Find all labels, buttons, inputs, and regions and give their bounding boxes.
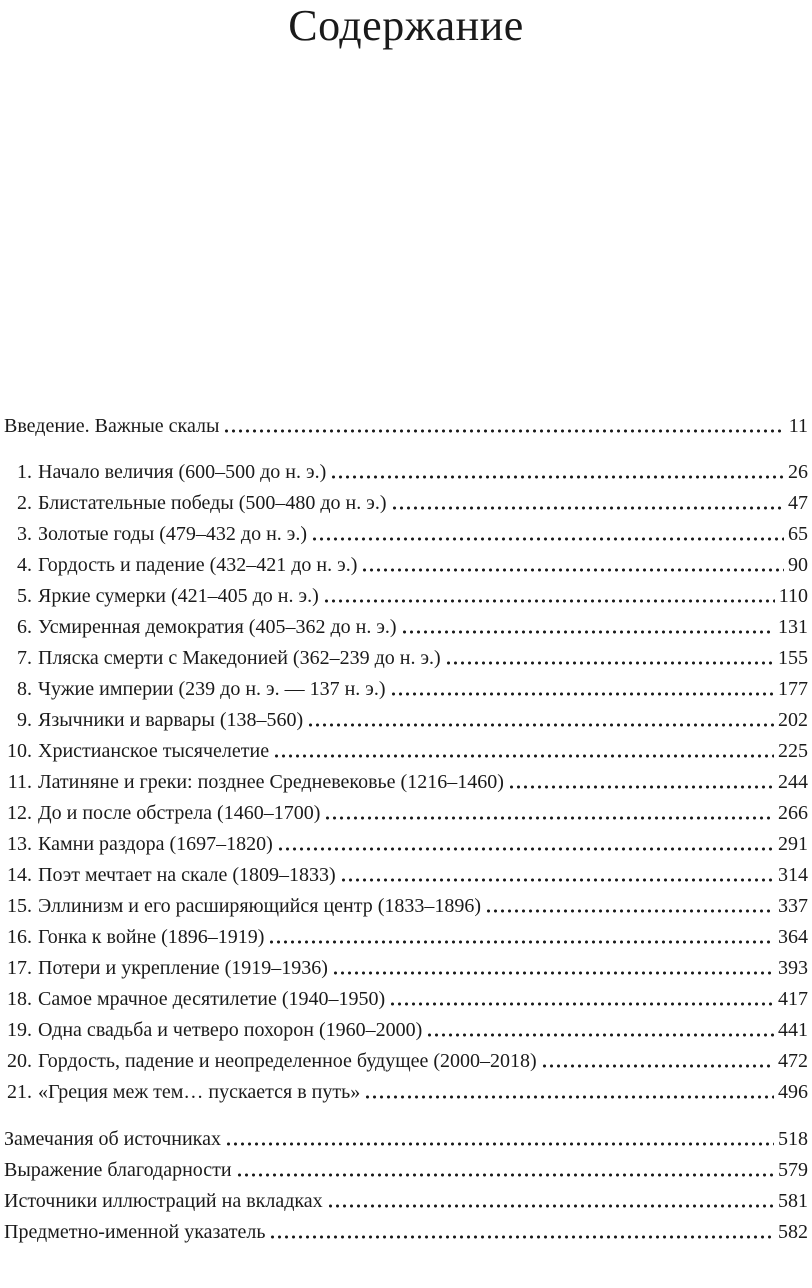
dot-leader xyxy=(307,723,774,727)
dot-leader xyxy=(485,909,774,913)
toc-entry-number: 18. xyxy=(7,988,32,1010)
dot-leader xyxy=(508,785,774,789)
dot-leader xyxy=(330,475,784,479)
dot-leader xyxy=(389,1002,774,1006)
toc-entry-number: 21. xyxy=(7,1081,32,1103)
toc-entry-label: Предметно-именной указатель xyxy=(4,1221,266,1243)
toc-entry-number: 4. xyxy=(17,554,32,576)
toc-entry-back-matter xyxy=(4,1183,808,1213)
toc-entry-chapter xyxy=(4,950,808,980)
toc-entry-label: Латиняне и греки: позднее Средневековье (1216–1460) xyxy=(38,771,504,793)
toc-entry-page: 26 xyxy=(788,461,808,483)
toc-entry-page: 579 xyxy=(778,1159,808,1181)
toc-entry-label: Пляска смерти с Македонией (362–239 до н. э.) xyxy=(38,647,441,669)
toc-entry-chapter xyxy=(4,733,808,763)
toc-entry-back-matter xyxy=(4,1121,808,1151)
dot-leader xyxy=(323,599,775,603)
dot-leader xyxy=(364,1095,774,1099)
toc-entry-label: Христианское тысячелетие xyxy=(38,740,270,762)
toc-entry-chapter xyxy=(4,454,808,484)
toc-entry-chapter xyxy=(4,1043,808,1073)
toc-entry-page: 266 xyxy=(778,802,808,824)
toc-entry-number: 1. xyxy=(17,461,32,483)
toc-entry-page: 110 xyxy=(778,585,808,607)
toc-entry-back-matter xyxy=(4,1152,808,1182)
toc-entry-chapter xyxy=(4,516,808,546)
toc-entry-chapter xyxy=(4,981,808,1011)
toc-entry-label: Гонка к войне (1896–1919) xyxy=(38,926,265,948)
toc-entry-chapter xyxy=(4,1012,808,1042)
toc-entry-label: Поэт мечтает на скале (1809–1833) xyxy=(38,864,336,886)
toc-entry-page: 47 xyxy=(788,492,808,514)
toc-entry-number: 3. xyxy=(17,523,32,545)
toc-entry-label: Язычники и варвары (138–560) xyxy=(38,709,304,731)
toc-entry-label: Яркие сумерки (421–405 до н. э.) xyxy=(38,585,319,607)
toc-entry-chapter xyxy=(4,826,808,856)
toc-entry-chapter xyxy=(4,857,808,887)
toc-entry-number: 6. xyxy=(17,616,32,638)
toc-entry-chapter xyxy=(4,888,808,918)
toc-entry-chapter xyxy=(4,671,808,701)
toc-entry-chapter xyxy=(4,795,808,825)
toc-entry-page: 582 xyxy=(778,1221,808,1243)
dot-leader xyxy=(225,1142,774,1146)
toc-entry-chapter xyxy=(4,578,808,608)
toc-entry-page: 496 xyxy=(778,1081,808,1103)
toc-entry-page: 393 xyxy=(778,957,808,979)
toc-entry-label: Введение. Важные скалы xyxy=(4,415,220,437)
toc-entry-chapter xyxy=(4,919,808,949)
toc-entry-page: 131 xyxy=(778,616,808,638)
toc-entry-number: 10. xyxy=(7,740,32,762)
toc-entry-number: 20. xyxy=(7,1050,32,1072)
dot-leader xyxy=(426,1033,774,1037)
toc-entry-page: 291 xyxy=(778,833,808,855)
toc-entry-number: 19. xyxy=(7,1019,32,1041)
dot-leader xyxy=(391,506,785,510)
toc-entry-label: Золотые годы (479–432 до н. э.) xyxy=(38,523,308,545)
toc-entry-label: Усмиренная демократия (405–362 до н. э.) xyxy=(38,616,397,638)
toc-entry-number: 5. xyxy=(17,585,32,607)
toc-entry-label: Гордость, падение и неопределенное будущее (2000–2018) xyxy=(38,1050,537,1072)
toc-entry-label: Замечания об источниках xyxy=(4,1128,221,1150)
toc-entry-number: 2. xyxy=(17,492,32,514)
toc-entry-chapter xyxy=(4,640,808,670)
toc-entry-label: Выражение благодарности xyxy=(4,1159,232,1181)
toc-entry-page: 65 xyxy=(788,523,808,545)
toc-entry-number: 14. xyxy=(7,864,32,886)
toc-entry-page: 364 xyxy=(778,926,808,948)
toc-entry-number: 7. xyxy=(17,647,32,669)
toc-entry-page: 155 xyxy=(778,647,808,669)
toc-entry-number: 16. xyxy=(7,926,32,948)
toc-entry-label: Блистательные победы (500–480 до н. э.) xyxy=(38,492,387,514)
toc-entry-chapter xyxy=(4,547,808,577)
toc-entry-label: «Греция меж тем… пускается в путь» xyxy=(38,1081,361,1103)
toc-entry-label: Одна свадьба и четверо похорон (1960–2000) xyxy=(38,1019,423,1041)
toc-entry-page: 518 xyxy=(778,1128,808,1150)
toc-entry-page: 244 xyxy=(778,771,808,793)
toc-entry-number: 9. xyxy=(17,709,32,731)
toc-entry-back-matter xyxy=(4,1214,808,1244)
dot-leader xyxy=(332,971,774,975)
toc-entry-page: 202 xyxy=(778,709,808,731)
dot-leader xyxy=(268,940,774,944)
toc-entry-label: До и после обстрела (1460–1700) xyxy=(38,802,321,824)
toc-entry-label: Гордость и падение (432–421 до н. э.) xyxy=(38,554,358,576)
toc-entry-label: Самое мрачное десятилетие (1940–1950) xyxy=(38,988,386,1010)
toc-entry-chapter xyxy=(4,609,808,639)
toc-entry-page: 11 xyxy=(788,415,808,437)
toc-entry-chapter xyxy=(4,485,808,515)
dot-leader xyxy=(327,1204,774,1208)
toc-entry-label: Чужие империи (239 до н. э. — 137 н. э.) xyxy=(38,678,386,700)
page-title: Содержание xyxy=(288,1,524,50)
dot-leader xyxy=(541,1064,774,1068)
toc-entry-number: 13. xyxy=(7,833,32,855)
toc-entry-label: Эллинизм и его расширяющийся центр (1833–1896) xyxy=(38,895,482,917)
dot-leader xyxy=(223,429,784,433)
toc-entry-page: 314 xyxy=(778,864,808,886)
toc-entry-page: 472 xyxy=(778,1050,808,1072)
toc-entry-page: 337 xyxy=(778,895,808,917)
toc-entry-page: 417 xyxy=(778,988,808,1010)
toc-entry-page: 581 xyxy=(778,1190,808,1212)
toc-entry-page: 90 xyxy=(788,554,808,576)
toc-entry-number: 8. xyxy=(17,678,32,700)
dot-leader xyxy=(340,878,774,882)
toc-entry-number: 12. xyxy=(7,802,32,824)
dot-leader xyxy=(277,847,774,851)
toc-entry-number: 17. xyxy=(7,957,32,979)
dot-leader xyxy=(236,1173,774,1177)
dot-leader xyxy=(273,754,774,758)
toc-entry-intro xyxy=(4,408,808,438)
toc-entry-page: 225 xyxy=(778,740,808,762)
toc-entry-number: 11. xyxy=(7,771,32,793)
dot-leader xyxy=(401,630,774,634)
toc-entry-label: Потери и укрепление (1919–1936) xyxy=(38,957,328,979)
dot-leader xyxy=(269,1235,774,1239)
dot-leader xyxy=(324,816,774,820)
toc-entry-chapter xyxy=(4,702,808,732)
toc-entry-label: Начало величия (600–500 до н. э.) xyxy=(38,461,327,483)
toc-entry-label: Камни раздора (1697–1820) xyxy=(38,833,273,855)
toc-entry-page: 177 xyxy=(778,678,808,700)
toc-entry-chapter xyxy=(4,1074,808,1104)
toc-entry-chapter xyxy=(4,764,808,794)
toc-entry-page: 441 xyxy=(778,1019,808,1041)
dot-leader xyxy=(311,537,784,541)
dot-leader xyxy=(390,692,774,696)
dot-leader xyxy=(445,661,774,665)
toc-entry-label: Источники иллюстраций на вкладках xyxy=(4,1190,323,1212)
toc-entry-number: 15. xyxy=(7,895,32,917)
dot-leader xyxy=(361,568,784,572)
